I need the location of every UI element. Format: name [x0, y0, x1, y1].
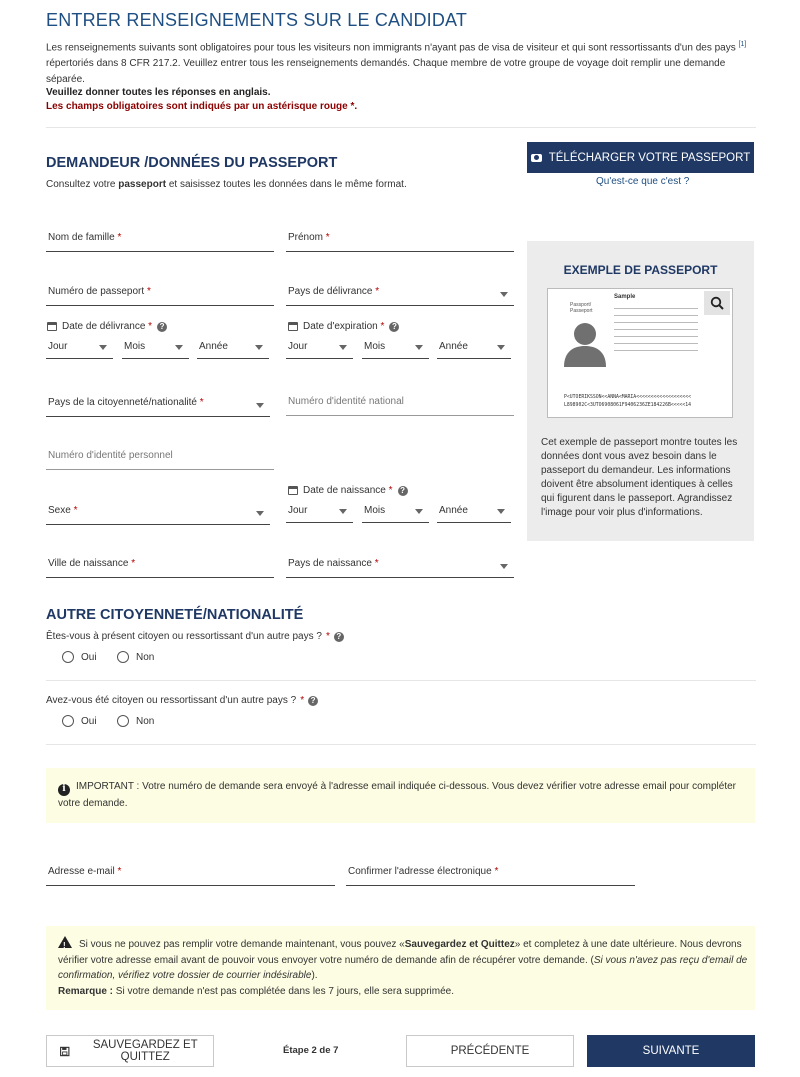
upload-passport-button[interactable]: TÉLÉCHARGER VOTRE PASSEPORT: [527, 142, 754, 173]
save-notice: !Si vous ne pouvez pas remplir votre demande maintenant, vous pouvez «Sauvegardez et Quittez» et completez à une date ultérieure. Nous devrons vérifier votre adresse email avant de pouvoir vous envoyer votre numéro de demande afin de récupérer votre demande. (Si vous n'avez pas reçu d'email de confirmation, vérifiez votre dossier de courrier indésirable). Remarque : Si votre demande n'est pas complétée dans les 7 jours, elle sera supprimée.: [46, 926, 755, 1010]
zoom-button[interactable]: [704, 291, 730, 315]
chevron-down-icon: [415, 345, 423, 350]
past-citizenship-no-radio[interactable]: Non: [117, 715, 154, 727]
calendar-icon: [288, 322, 298, 331]
divider: [46, 744, 756, 745]
passport-section-subtitle: Consultez votre passeport et saisissez toutes les données dans le même format.: [46, 179, 407, 190]
sample-passport-description: Cet exemple de passeport montre toutes les données dont vous avez besoin dans le passeport du demandeur. Les informations doivent être absolument identiques à celles qui figurent dans le passeport. Agrandissez l'image pour voir plus d'informations.: [541, 437, 738, 518]
national-id-field[interactable]: Numéro d'identité national: [286, 394, 514, 416]
english-notice: Veuillez donner toutes les réponses en anglais.: [46, 87, 271, 98]
expiry-year-select[interactable]: Année: [437, 339, 511, 359]
next-button[interactable]: SUIVANTE: [587, 1035, 755, 1067]
issue-day-select[interactable]: Jour: [46, 339, 113, 359]
help-icon[interactable]: ?: [389, 322, 399, 332]
chevron-down-icon: [500, 564, 508, 569]
current-citizenship-yes-radio[interactable]: Oui: [62, 651, 97, 663]
help-icon[interactable]: ?: [398, 486, 408, 496]
chevron-down-icon: [99, 345, 107, 350]
info-icon: i: [58, 784, 70, 796]
chevron-down-icon: [497, 509, 505, 514]
last-name-field[interactable]: Nom de famille *: [46, 230, 274, 252]
chevron-down-icon: [415, 509, 423, 514]
issue-year-select[interactable]: Année: [197, 339, 269, 359]
past-citizenship-yes-radio[interactable]: Oui: [62, 715, 97, 727]
search-icon: [710, 296, 724, 310]
birth-day-select[interactable]: Jour: [286, 503, 353, 523]
divider: [46, 127, 756, 128]
citizenship-section-title: AUTRE CITOYENNETÉ/NATIONALITÉ: [46, 607, 304, 623]
what-is-it-link[interactable]: Qu'est-ce que c'est ?: [596, 176, 690, 187]
save-and-quit-button[interactable]: SAUVEGARDEZ ET QUITTEZ: [46, 1035, 214, 1067]
birth-month-select[interactable]: Mois: [362, 503, 429, 523]
chevron-down-icon: [256, 403, 264, 408]
passport-number-field[interactable]: Numéro de passeport *: [46, 284, 274, 306]
chevron-down-icon: [339, 345, 347, 350]
past-citizenship-question: Avez-vous été citoyen ou ressortissant d'un autre pays ? * ?: [46, 695, 318, 706]
chevron-down-icon: [256, 511, 264, 516]
important-notice: i IMPORTANT : Votre numéro de demande sera envoyé à l'adresse email indiquée ci-dessous. Vous devez vérifier votre adresse email pour compléter votre demande.: [46, 768, 755, 823]
current-citizenship-question: Êtes-vous à présent citoyen ou ressortissant d'un autre pays ? * ?: [46, 631, 344, 642]
help-icon[interactable]: ?: [334, 632, 344, 642]
step-indicator: Étape 2 de 7: [283, 1045, 339, 1056]
help-icon[interactable]: ?: [308, 696, 318, 706]
birth-year-select[interactable]: Année: [437, 503, 511, 523]
passport-section-title: DEMANDEUR /DONNÉES DU PASSEPORT: [46, 155, 338, 171]
sample-passport-image[interactable]: Passport/ Passeport Sample P<UTOERIKSSON<<ANNA<MARIA<<<<<<<<<<<<<<<<<<< L898902C<3UTO6908061F9406236ZE184226B<<<<<14: [547, 288, 733, 418]
help-icon[interactable]: ?: [157, 322, 167, 332]
previous-button[interactable]: PRÉCÉDENTE: [406, 1035, 574, 1067]
first-name-field[interactable]: Prénom *: [286, 230, 514, 252]
chevron-down-icon: [339, 509, 347, 514]
birth-date-label: Date de naissance * ?: [288, 485, 408, 496]
calendar-icon: [47, 322, 57, 331]
sex-select[interactable]: Sexe *: [46, 503, 270, 525]
camera-icon: [531, 154, 542, 162]
sample-passport-title: EXEMPLE DE PASSEPORT: [563, 263, 718, 277]
birth-city-field[interactable]: Ville de naissance *: [46, 556, 274, 578]
chevron-down-icon: [497, 345, 505, 350]
save-icon: [60, 1046, 70, 1057]
chevron-down-icon: [500, 292, 508, 297]
footnote-link[interactable]: [1]: [738, 41, 747, 48]
current-citizenship-no-radio[interactable]: Non: [117, 651, 154, 663]
birth-country-select[interactable]: Pays de naissance *: [286, 556, 514, 578]
expiry-date-label: Date d'expiration * ?: [288, 321, 399, 332]
issue-date-label: Date de délivrance * ?: [47, 321, 167, 332]
email-field[interactable]: Adresse e-mail *: [46, 864, 335, 886]
calendar-icon: [288, 486, 298, 495]
intro-text: Les renseignements suivants sont obligatoires pour tous les visiteurs non immigrants n'ayant pas de visa de visiteur et qui sont ressortissants d'un des pays [1] répertoriés dans 8 CFR 217.2. Veuillez entrer tous les renseignements demandés. Chaque membre de votre groupe de voyage doit remplir une demande séparée.: [46, 41, 747, 86]
chevron-down-icon: [175, 345, 183, 350]
confirm-email-field[interactable]: Confirmer l'adresse électronique *: [346, 864, 635, 886]
required-notice: Les champs obligatoires sont indiqués par un astérisque rouge *.: [46, 101, 358, 112]
expiry-day-select[interactable]: Jour: [286, 339, 353, 359]
sample-passport-panel: [527, 241, 754, 541]
divider: [46, 680, 756, 681]
warning-icon: [58, 936, 72, 948]
personal-id-field[interactable]: Numéro d'identité personnel: [46, 448, 274, 470]
expiry-month-select[interactable]: Mois: [362, 339, 429, 359]
chevron-down-icon: [255, 345, 263, 350]
page-title: ENTRER RENSEIGNEMENTS SUR LE CANDIDAT: [46, 10, 468, 30]
person-silhouette-icon: [562, 319, 608, 367]
citizenship-country-select[interactable]: Pays de la citoyenneté/nationalité *: [46, 395, 270, 417]
issuing-country-select[interactable]: Pays de délivrance *: [286, 284, 514, 306]
issue-month-select[interactable]: Mois: [122, 339, 189, 359]
